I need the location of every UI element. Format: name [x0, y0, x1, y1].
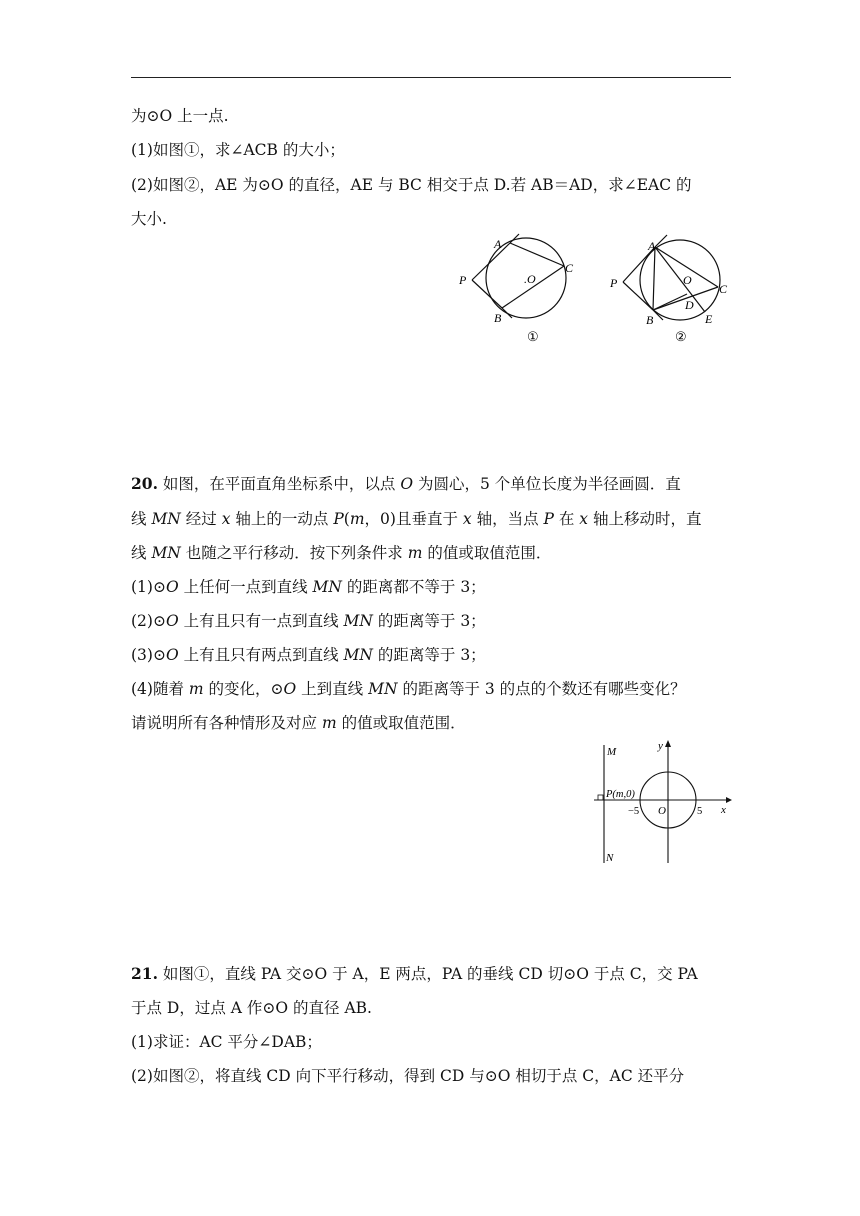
- label-m: M: [607, 746, 617, 758]
- q21-line-2: 于点 D，过点 A 作⊙O 的直径 AB.: [131, 999, 372, 1017]
- q19-part-1: (1)如图①，求∠ACB 的大小；: [131, 141, 345, 159]
- var-o: O: [165, 612, 179, 630]
- q20-line-2: [131, 509, 701, 529]
- right-angle-mark: [598, 795, 603, 800]
- text: (1)⊙: [131, 578, 166, 596]
- text: 轴上的一动点: [230, 510, 334, 528]
- q20-part-1: [131, 577, 486, 597]
- tangent-pb: [623, 282, 653, 310]
- text: 轴，当点: [471, 510, 544, 528]
- text: 如图①，直线 PA 交⊙O 于 A，E 两点，PA 的垂线 CD 切⊙O 于点 C，交 PA: [157, 965, 698, 983]
- text: 线: [131, 510, 152, 528]
- label-p: P: [459, 273, 467, 287]
- text: (3)⊙: [131, 646, 166, 664]
- label-e: E: [705, 312, 713, 326]
- var-m: m: [407, 544, 423, 562]
- var-m: m: [321, 714, 337, 732]
- q20-figure: [590, 735, 740, 870]
- var-x: x: [462, 510, 472, 528]
- q21-number: 21.: [131, 964, 158, 983]
- text: 的变化，⊙: [203, 680, 284, 698]
- text: 请说明所有各种情形及对应: [131, 714, 322, 732]
- text: ，0)且垂直于: [364, 510, 463, 528]
- text: 的值或取值范围．: [336, 714, 466, 732]
- text: 为圆心，5 个单位长度为半径画圆．直: [413, 475, 681, 493]
- chord-ac: [510, 243, 564, 266]
- q20-part-4: [131, 679, 686, 699]
- text: 上任何一点到直线: [178, 578, 313, 596]
- var-mn: MN: [343, 646, 373, 664]
- q20-line-3: [131, 543, 551, 563]
- var-o: O: [165, 646, 179, 664]
- q21-part-1: (1)求证：AC 平分∠DAB；: [131, 1033, 322, 1051]
- label-o: O: [683, 273, 692, 287]
- text: 线: [131, 544, 152, 562]
- text: 的值或取值范围．: [422, 544, 552, 562]
- q20-part-3: [131, 645, 486, 665]
- q19-part-2: (2)如图②，AE 为⊙O 的直径，AE 与 BC 相交于点 D.若 AB＝AD，求∠EAC 的: [131, 176, 692, 194]
- label-neg5: −5: [628, 806, 640, 817]
- var-mn: MN: [151, 510, 181, 528]
- label-o: O: [658, 805, 666, 817]
- text: 的距离都不等于 3；: [341, 578, 486, 596]
- label-b: B: [646, 313, 654, 327]
- text: 在: [553, 510, 580, 528]
- q19-line-1: 为⊙O 上一点.: [131, 107, 229, 125]
- var-o: O: [400, 475, 414, 493]
- label-p: P(m,0): [606, 789, 635, 800]
- segment-bd: [653, 294, 687, 310]
- text: 也随之平行移动．按下列条件求: [180, 544, 408, 562]
- label-x: x: [721, 804, 726, 816]
- text: 上有且只有一点到直线: [178, 612, 344, 630]
- caption-1: ①: [527, 329, 539, 344]
- var-m: m: [349, 510, 365, 528]
- var-x: x: [579, 510, 589, 528]
- text: 的距离等于 3；: [372, 612, 486, 630]
- var-mn: MN: [368, 680, 398, 698]
- label-o: .O: [524, 272, 536, 286]
- text: 轴上移动时，直: [588, 510, 702, 528]
- diameter-ae: [655, 247, 705, 312]
- tangent-pa: [472, 243, 510, 280]
- var-o: O: [283, 680, 297, 698]
- label-c: C: [719, 282, 728, 296]
- text: 经过: [180, 510, 222, 528]
- text: (2)⊙: [131, 612, 166, 630]
- q20-line-1: [131, 474, 681, 494]
- var-mn: MN: [312, 578, 342, 596]
- label-c: C: [565, 261, 574, 275]
- x-arrow: [726, 797, 732, 803]
- q20-number: 20.: [131, 474, 158, 493]
- text: (4)随着: [131, 680, 189, 698]
- label-a: A: [648, 239, 656, 253]
- q20-part-4-cont: [131, 713, 466, 733]
- q19-figure-2: [605, 230, 745, 350]
- var-p: P: [543, 510, 554, 528]
- text: 的距离等于 3 的点的个数还有哪些变化？: [397, 680, 686, 698]
- var-p: P: [333, 510, 344, 528]
- var-mn: MN: [343, 612, 373, 630]
- label-b: B: [494, 311, 502, 325]
- var-o: O: [165, 578, 179, 596]
- q21-line-1: [131, 964, 698, 984]
- label-d: D: [685, 298, 694, 312]
- q19-part-2-cont: 大小.: [131, 210, 167, 228]
- label-n: N: [606, 852, 614, 864]
- label-a: A: [494, 237, 502, 251]
- var-x: x: [221, 510, 231, 528]
- label-y: y: [658, 740, 663, 752]
- q21-part-2: (2)如图②，将直线 CD 向下平行移动，得到 CD 与⊙O 相切于点 C，AC 还平分: [131, 1067, 685, 1085]
- caption-2: ②: [675, 329, 687, 344]
- chord-ab: [653, 247, 655, 310]
- var-mn: MN: [151, 544, 181, 562]
- tangent-pb-ext: [502, 308, 512, 318]
- y-arrow: [665, 740, 671, 747]
- text: 上到直线: [296, 680, 369, 698]
- text: 上有且只有两点到直线: [178, 646, 344, 664]
- label-pos5: 5: [697, 806, 703, 817]
- header-rule: [131, 77, 731, 78]
- text: 如图，在平面直角坐标系中，以点: [157, 475, 401, 493]
- q20-part-2: [131, 611, 486, 631]
- var-m: m: [188, 680, 204, 698]
- text: (: [343, 510, 350, 528]
- q19-figure-1: [450, 230, 590, 350]
- label-p: P: [610, 276, 618, 290]
- text: 的距离等于 3；: [372, 646, 486, 664]
